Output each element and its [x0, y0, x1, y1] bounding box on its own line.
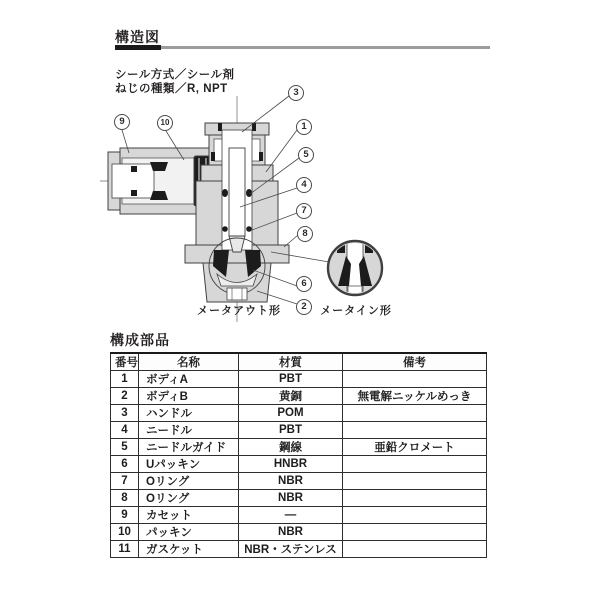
cell-material: 黄銅	[239, 388, 343, 405]
cell-material: NBR	[239, 473, 343, 490]
cell-name: ガスケット	[139, 541, 239, 558]
cell-no: 3	[111, 405, 139, 422]
cell-note: 亜鉛クロメート	[343, 439, 487, 456]
table-row	[111, 371, 487, 388]
cell-name: Oリング	[139, 473, 239, 490]
callout-1: 1	[296, 119, 312, 135]
cell-note	[343, 456, 487, 473]
table-row	[111, 524, 487, 541]
section-title-parts: 構成部品	[110, 332, 170, 348]
cell-note: 無電解ニッケルめっき	[343, 388, 487, 405]
cell-name: Uパッキン	[139, 456, 239, 473]
table-row	[111, 405, 487, 422]
section-title-structure: 構造図	[115, 29, 160, 45]
thread-type-line: ねじの種類／R, NPT	[115, 83, 228, 95]
label-meter-in: メータイン形	[320, 305, 392, 317]
cell-note	[343, 541, 487, 558]
cell-name: ボディA	[139, 371, 239, 388]
cell-material: POM	[239, 405, 343, 422]
table-row	[111, 490, 487, 507]
cell-note	[343, 473, 487, 490]
cell-material: —	[239, 507, 343, 524]
cell-material: PBT	[239, 371, 343, 388]
table-row	[111, 473, 487, 490]
cell-note	[343, 371, 487, 388]
cell-no: 8	[111, 490, 139, 507]
table-row	[111, 507, 487, 524]
cell-name: Oリング	[139, 490, 239, 507]
table-row	[111, 388, 487, 405]
cell-material: PBT	[239, 422, 343, 439]
parts-table	[110, 352, 487, 558]
cell-name: ボディB	[139, 388, 239, 405]
seal-method-line: シール方式／シール剤	[115, 69, 235, 81]
cell-name: ニードル	[139, 422, 239, 439]
callout-6: 6	[296, 276, 312, 292]
cell-material: NBR・ステンレス	[239, 541, 343, 558]
parts-table-header-row	[111, 353, 487, 371]
callout-7: 7	[296, 203, 312, 219]
cell-name: ハンドル	[139, 405, 239, 422]
cell-note	[343, 405, 487, 422]
callout-10: 10	[157, 115, 173, 131]
cell-no: 9	[111, 507, 139, 524]
cell-material: NBR	[239, 524, 343, 541]
table-row	[111, 541, 487, 558]
table-row	[111, 439, 487, 456]
cell-note	[343, 524, 487, 541]
col-header-material: 材質	[239, 353, 343, 371]
cell-material: NBR	[239, 490, 343, 507]
callout-9: 9	[114, 114, 130, 130]
cell-no: 11	[111, 541, 139, 558]
cell-material: 鋼線	[239, 439, 343, 456]
cell-no: 10	[111, 524, 139, 541]
cell-note	[343, 507, 487, 524]
table-row	[111, 456, 487, 473]
callout-5: 5	[298, 147, 314, 163]
cell-no: 2	[111, 388, 139, 405]
cell-material: HNBR	[239, 456, 343, 473]
label-meter-out: メータアウト形	[197, 305, 281, 317]
cell-note	[343, 422, 487, 439]
callout-3: 3	[288, 85, 304, 101]
cell-name: カセット	[139, 507, 239, 524]
callout-2: 2	[296, 299, 312, 315]
table-row	[111, 422, 487, 439]
cell-no: 7	[111, 473, 139, 490]
col-header-number: 番号	[111, 353, 139, 371]
callout-8: 8	[297, 226, 313, 242]
cell-note	[343, 490, 487, 507]
col-header-name: 名称	[139, 353, 239, 371]
cell-name: パッキン	[139, 524, 239, 541]
cell-no: 6	[111, 456, 139, 473]
cell-no: 5	[111, 439, 139, 456]
cell-no: 1	[111, 371, 139, 388]
cell-name: ニードルガイド	[139, 439, 239, 456]
callout-4: 4	[296, 177, 312, 193]
cell-no: 4	[111, 422, 139, 439]
col-header-remarks: 備考	[343, 353, 487, 371]
